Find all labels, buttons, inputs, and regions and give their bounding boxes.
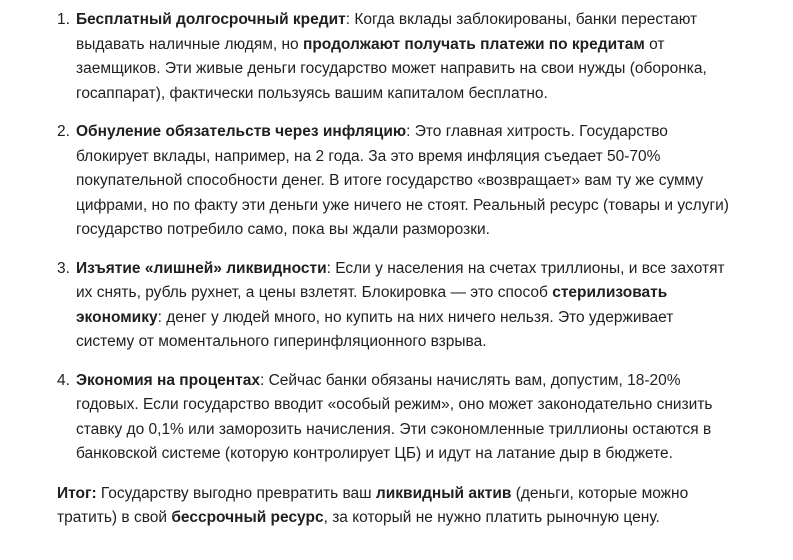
text-run: : Сейчас банки обязаны начислять вам, допустим, 18-20% годовых. Если государство вводит «особый режим», оно может законодательно снизить ставку до 0,1% или заморозить начисления. Эти сэкономленные триллионы остаются в банковской системе (которую контролирует ЦБ) и идут на латание дыр в бюджете. [76,371,713,462]
bold-phrase: Бесплатный долгосрочный кредит [76,11,346,28]
list-item-2 [57,120,733,243]
bold-phrase: Обнуление обязательств через инфляцию [76,123,407,140]
list-item-text [76,120,733,243]
summary-paragraph [57,482,733,531]
list-number: 2. [57,123,70,140]
text-run: : Это главная хитрость. Государство блокирует вклады, например, на 2 года. За это время инфляция съедает 50-70% покупательной способности денег. В итоге государство «возвращает» вам ту же сумму цифрами, но по факту эти деньги уже ничего не стоят. Реальный ресурс (товары и услуги) государство потребило само, пока вы ждали разморозки. [76,123,729,238]
text-run: от заемщиков. Эти живые деньги государство может направить на свои нужды (оборонка, госаппарат), фактически пользуясь вашим капиталом бесплатно. [76,35,707,102]
text-run: Государству выгодно превратить ваш [96,484,376,502]
text-run: : денег у людей много, но купить на них ничего нельзя. Это удерживает систему от моментального гиперинфляционного взрыва. [76,308,674,350]
list-number: 3. [57,259,70,277]
bold-phrase: ликвидный актив [375,484,512,502]
list-item-1 [57,8,733,106]
text-run: (деньги, которые можно тратить) в свой [57,484,689,526]
list-item-text [76,8,733,106]
bold-phrase: стерилизовать экономику [76,284,668,326]
list-item-text [76,369,733,467]
numbered-list [57,8,733,467]
list-item-text [76,257,733,355]
list-item-4 [57,369,733,467]
bold-phrase: Изъятие «лишней» ликвидности [76,259,327,277]
bold-phrase: Экономия на процентах [76,371,260,389]
bold-phrase: продолжают получать платежи по кредитам [302,35,645,53]
list-number: 4. [57,371,70,389]
summary-label: Итог: [57,484,97,502]
text-run: , за который не нужно платить рыночную цену. [323,509,660,526]
list-item-3 [57,257,733,355]
bold-phrase: бессрочный ресурс [171,509,324,526]
text-run: : Когда вклады заблокированы, банки перестают выдавать наличные людям, но [76,11,698,53]
list-number: 1. [57,11,70,28]
text-run: : Если у населения на счетах триллионы, и все захотят их снять, рубль рухнет, а цены взлетят. Блокировка — это способ [76,259,725,301]
